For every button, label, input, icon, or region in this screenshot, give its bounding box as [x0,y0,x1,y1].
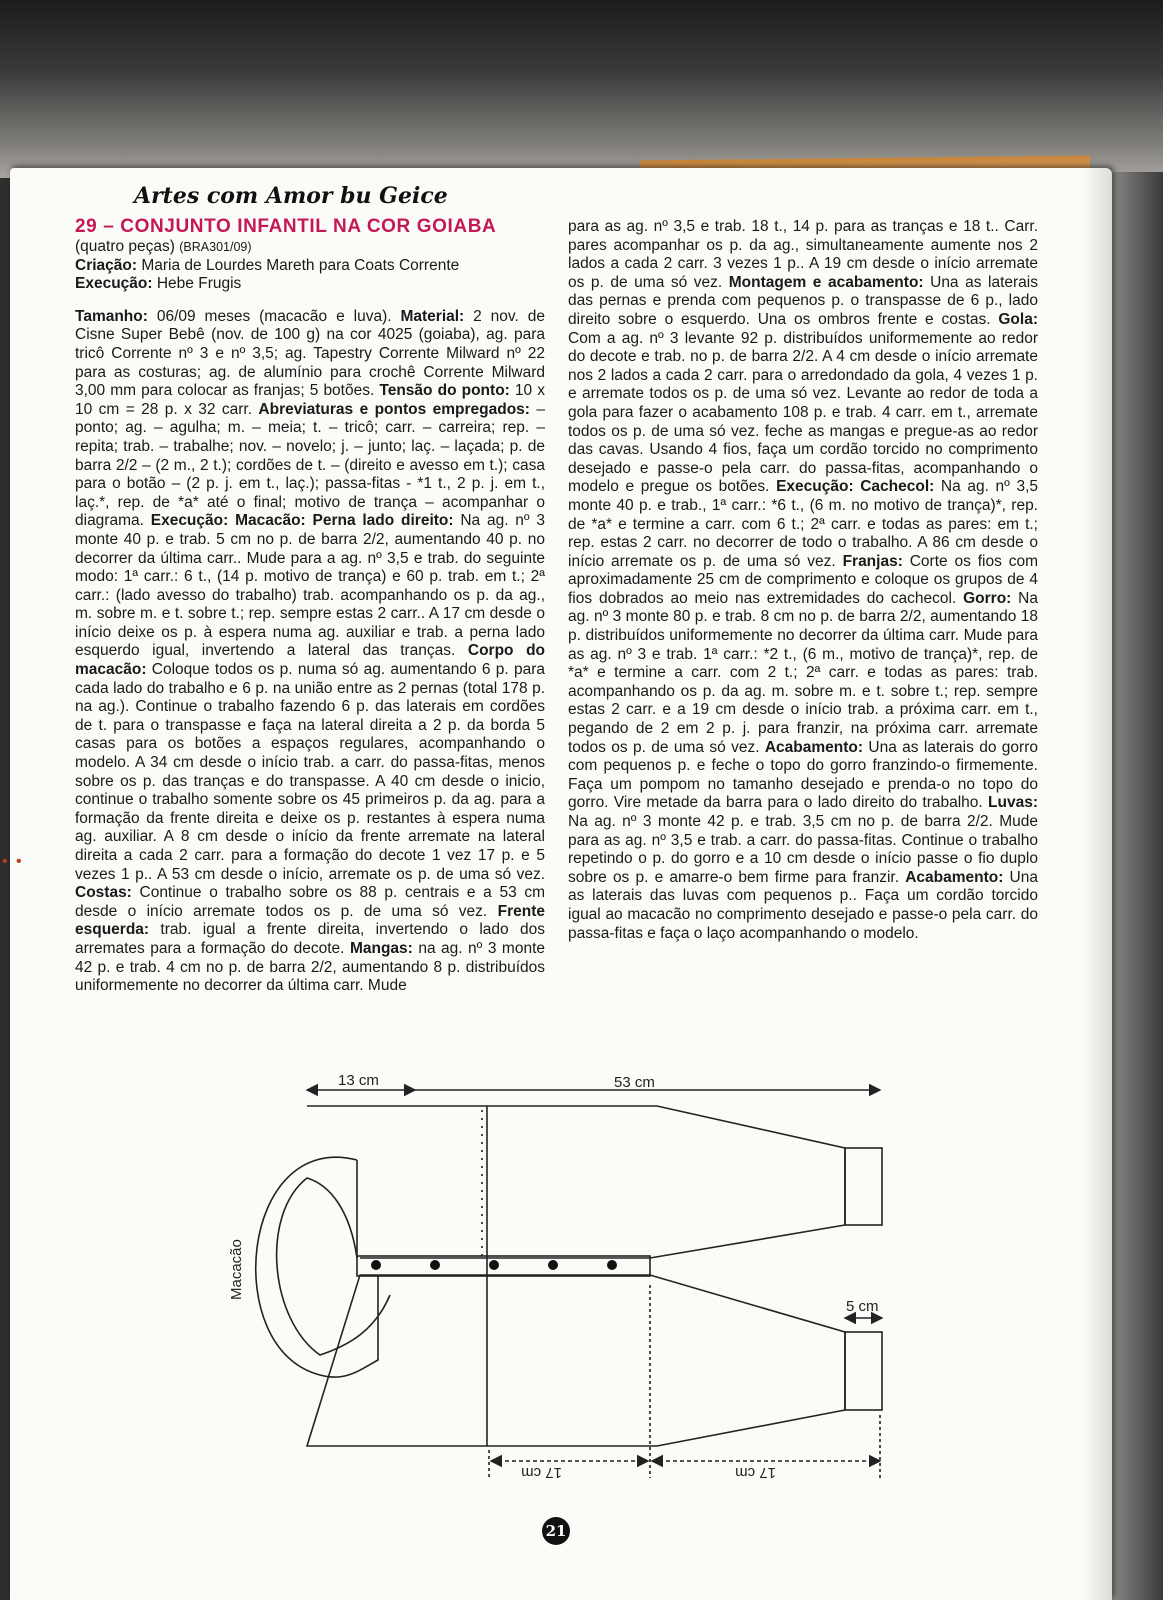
dim-label-5cm: 5 cm [846,1298,879,1315]
section-text: Na ag. nº 3 monte 80 p. e trab. 8 cm no p. de barra 2/2, aumentando 18 p. distribuídos uniformemente no decorrer da última carr. Mude para as ag. nº 3 e trab. 1ª carr.: *2 t., (6 m., motivo de trança)*, rep. de *a* e termine a carr. com 2 t.; 2ª carr. e todas as pares: trab. acompanhando os p. da ag. m. sobre m. e t. sobre t.; rep. sempre estas 2 carr. e a 19 cm desde o início trab. a próxima carr. em t., pegando de 2 em 2 p. j. para franzir, na próxima carr. arremate todos os p. de uma só vez. [568,589,1038,756]
creation-line: Criação: Maria de Lourdes Mareth para Coats Corrente [75,256,460,274]
section-heading: Material: [400,307,465,325]
button-dot [607,1260,617,1270]
section-text: Na ag. nº 3 monte 40 p. e trab. 5 cm no p. de barra 2/2, aumentando 40 p. no decorrer da última carr.. Mude para a ag. nº 3,5 e trab. do seguinte modo: 1ª carr.: 6 t., (14 p. motivo de trança) e 60 p. trab. em t.; 2ª carr.: (lado avesso do trabalho) trab. acompanhando os p. da ag., m. sobre m. e t. sobre t.; rep. sempre estas 2 carr.. A 17 cm desde o início deixe os p. à espera numa ag. auxiliar e trab. a perna lado esquerdo igual, invertendo a lateral das tranças. [75,512,546,660]
leg-cuff [845,1332,882,1410]
section-heading: Tamanho: [75,307,148,325]
section-text: 06/09 meses (macacão e luva). [147,307,401,325]
section-heading: Gorro: [963,589,1012,607]
dim-label-13cm: 13 cm [338,1072,379,1089]
section-text: trab. igual a frente direita, invertendo o lado dos arremates para a formação do decote. [75,921,545,957]
section-heading: Frente esquerda: [75,902,545,939]
section-heading: Montagem e acabamento: [728,273,924,291]
button-dot [489,1260,499,1270]
section-text: 10 x 10 cm = 28 p. x 32 carr. [75,382,546,418]
section-heading: Luvas: [988,794,1038,812]
dim-label-53cm: 53 cm [614,1074,655,1091]
section-heading: Execução: Macacão: Perna lado direito: [150,512,454,530]
section-text: Una as laterais das luvas com pequenos p.. Faça um cordão torcido igual ao macacão no comprimento desejado e passe-o pela carr. do passa-fitas e faça o laço acompanhando o modelo. [568,868,1038,942]
brand-watermark: Artes com Amor bu Geice [134,183,448,209]
section-heading: Abreviaturas e pontos empregados: [258,400,530,418]
dim-label-17cm-left: 17 cm [521,1464,562,1481]
button-markers [371,1260,617,1270]
pattern-title: 29 – CONJUNTO INFANTIL NA COR GOIABA [75,216,497,237]
section-heading: Corpo do macacão: [75,642,546,679]
subtitle: (quatro peças) (BRA301/09) [75,238,252,255]
section-text: Com a ag. nº 3 levante 92 p. distribuídos uniformemente ao redor do decote e trab. no p. de barra 2/2. A 4 cm desde o início arremate nos 2 lados a cada 2 carr. para o arredondado da gola, 4 vezes 1 p. e arremate todos os p. de uma só vez. Levante ao redor de toda a gola para fazer o acabamento 108 p. e trab. 4 carr. em t., arremate todos os p. de uma só vez. feche as mangas e pregue-as ao redor das cavas. Usando 4 fios, faça um cordão torcido no comprimento desejado e passe-o pela carr. do passa-fitas, acompanhando o modelo e pregue os botões. [568,329,1038,496]
section-text: 2 nov. de Cisne Super Bebê (nov. de 100 g) na cor 4025 (goiaba), ag. para tricô Corrente nº 3 e nº 3,5; ag. Tapestry Corrente Milward nº 22 para as costuras; ag. de alumínio para crochê Corrente Milward 3,00 mm para colocar as franjas; 5 botões. [75,307,545,400]
section-text: Una as laterais do gorro com pequenos p. e feche o topo do gorro franzindo-o firmemente. Faça um pompom no tamanho desejado e prenda-o no topo do gorro. Vire metade da barra para o lado direito do trabalho. [568,738,1038,812]
section-heading: Acabamento: [764,738,864,756]
section-text: Na ag. nº 3,5 monte 40 p. e trab., 1ª carr.: *6 t., (6 m. no motivo de trança)*, rep. de *a* e termine a carr. com 6 t.; 2ª carr. e todas as pares: em t.; rep. estas 2 carr. no decorrer de todo o trabalho. A 86 cm desde o início arremate os p. de uma só vez. [568,478,1038,570]
execution-line: Execução: Hebe Frugis [75,275,242,293]
margin-marks: • • [2,853,24,870]
section-text: Continue o trabalho sobre os 88 p. centrais e a 53 cm desde o início arremate todos os p. de uma só vez. [75,884,545,920]
page-number: 21 [542,1517,570,1545]
section-heading: Execução: Cachecol: [776,478,935,496]
section-heading: Gola: [998,310,1038,328]
section-text: – ponto; ag. – agulha; m. – meia; t. – tricô; carr. – carreira; rep. – repita; trab. – trabalhe; nov. – novelo; j. – junto; laç. – laçada; p. de barra 2/2 – (2 m., 2 t.); cordões de t. – (direito e avesso em t.); casa para o botão – (2 p. j. em t., laç.); passa-fitas - *1 t., 2 p. j. em t., laç.*, rep. de *a* até o final; motivo de trança – acompanhar o diagrama. [75,400,545,530]
section-heading: Tensão do ponto: [379,382,510,400]
section-heading: Mangas: [349,939,413,957]
dim-label-17cm-right: 17 cm [735,1464,776,1481]
button-dot [371,1260,381,1270]
section-heading: Franjas: [842,552,903,570]
collar-outer [256,1157,378,1377]
button-dot [548,1260,558,1270]
section-text: Corte os fios com aproximadamente 25 cm de comprimento e coloque os grupos de 4 fios dobrados ao meio nas extremidades do cachecol. [568,552,1038,607]
section-text: Una as laterais das pernas e prenda com pequenos p. o transpasse de 6 p., lado direito sobre o esquerdo. Una os ombros frente e costas. [568,273,1038,328]
button-dot [430,1260,440,1270]
section-heading: Costas: [75,884,132,902]
sleeve-cuff [845,1148,882,1225]
diagram-side-label: Macacão [228,1239,245,1300]
section-text: para as ag. nº 3,5 e trab. 18 t., 14 p. para as tranças e 18 t.. Carr. pares acompanhar os p. da ag., simultaneamente aumente nos 2 lados a cada 2 carr. 3 vezes 1 p.. A 19 cm desde o início arremate os p. de uma só vez. [568,218,1038,291]
section-text: Coloque todos os p. numa só ag. aumentando 6 p. para cada lado do trabalho e 6 p. na união entre as 2 pernas (total 178 p. na ag.). Continue o trabalho fazendo 6 p. das laterais em cordões de t. para o transpasse e faça na lateral direita a 2 p. da borda 5 casas para os botões a espaços regulares, acompanhando o modelo. A 34 cm desde o início trab. a carr. do passa-fitas, menos sobre os p. das tranças e do transpasse. A 40 cm desde o inicio, continue o trabalho somente sobre os 45 primeiros p. da ag. para a formação da frente direita e deixe os p. restantes à espera numa ag. auxiliar. A 8 cm desde o início da frente arremate na lateral direita a cada 2 carr. para a formação do decote 1 vez 17 p. e 5 vezes 1 p.. A 53 cm desde o início, arremate os p. de uma só vez. [75,661,545,883]
section-text: Na ag. nº 3 monte 42 p. e trab. 3,5 cm no p. de barra 2/2. Mude para as ag. nº 3,5 e trab. a carr. do passa-fitas. Continue o trabalho repetindo o p. do gorro e a 10 cm desde o início passe o fio duplo sobre os p. e amarre-o bem firme para franzir. [568,813,1038,886]
section-text: na ag. nº 3 monte 42 p. e trab. 4 cm no p. de barra 2/2, aumentando 8 p. distribuídos uniformemente no decorrer da última carr. Mude [75,939,545,995]
button-band [357,1256,650,1276]
section-heading: Acabamento: [905,868,1004,886]
